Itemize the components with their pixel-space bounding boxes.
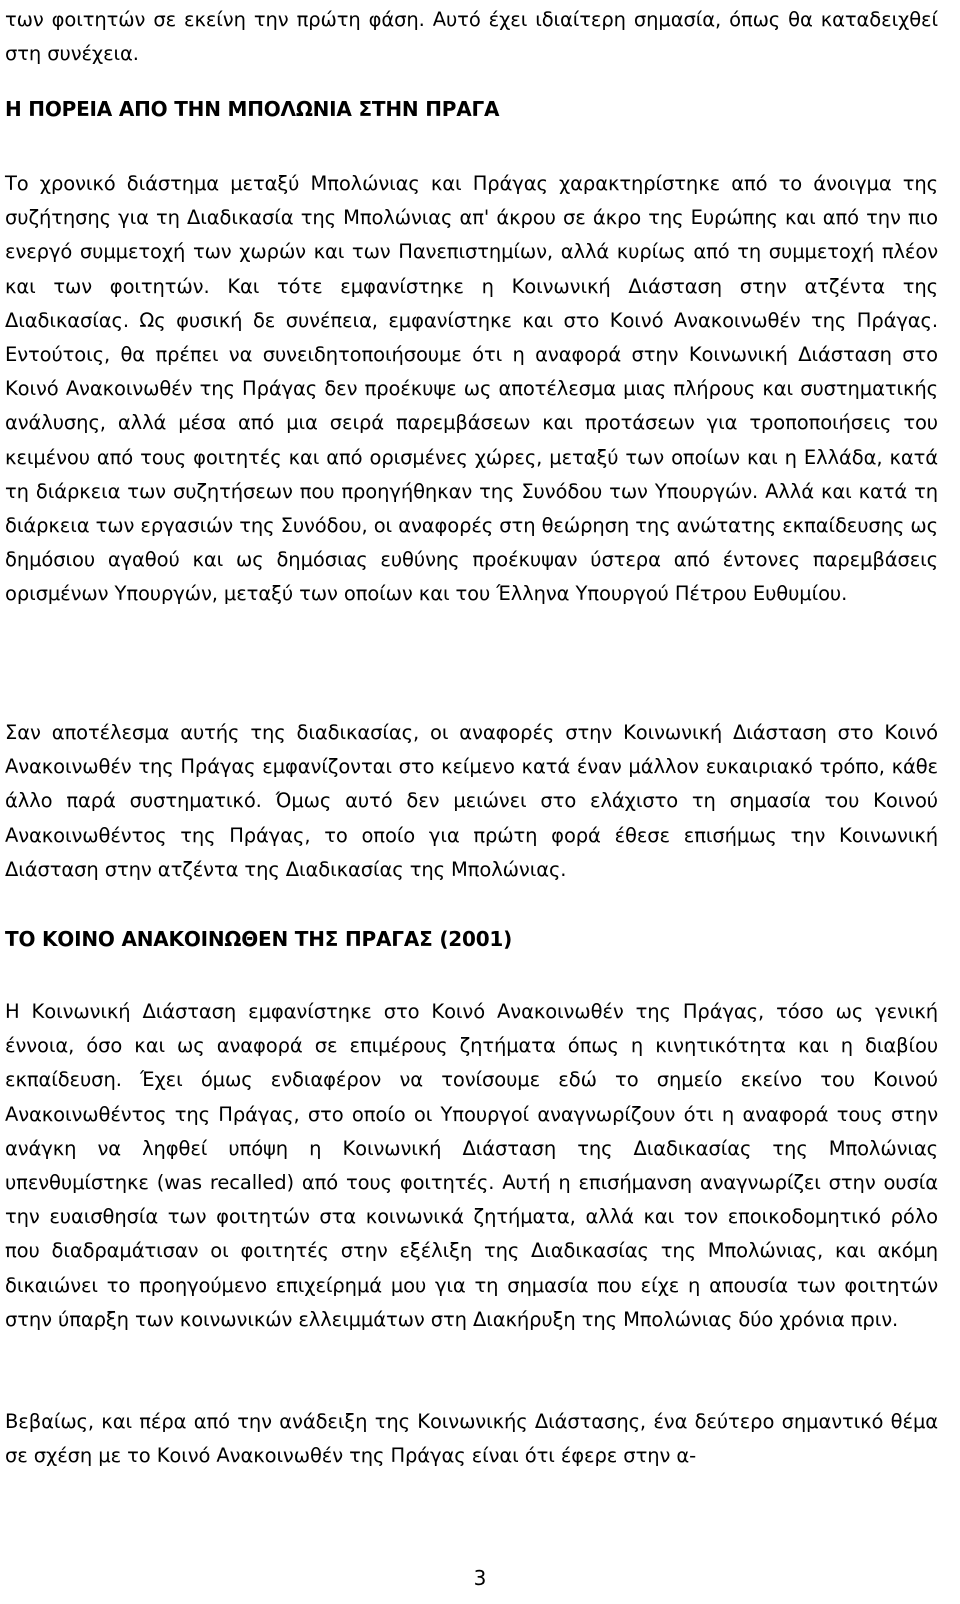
section-heading-prague-communique: ΤΟ ΚΟΙΝΟ ΑΝΑΚΟΙΝΩΘΕΝ ΤΗΣ ΠΡΑΓΑΣ (2001): [5, 927, 513, 951]
body-paragraph: Το χρονικό διάστημα μεταξύ Μπολώνιας και Πράγας χαρακτηρίστηκε από το άνοιγμα της συζήτησης για τη Διαδικασία της Μπολώνιας απ' άκρου σε άκρο της Ευρώπης και από την πιο ενεργό συμμετοχή των χωρών και των Πανεπιστημίων, αλλά κυρίως από τη συμμετοχή πλέον και των φοιτητών. Και τότε εμφανίστηκε η Κοινωνική Διάσταση στην ατζέντα της Διαδικασίας. Ως φυσική δε συνέπεια, εμφανίστηκε και στο Κοινό Ανακοινωθέν της Πράγας. Εντούτοις, θα πρέπει να συνειδητοποιήσουμε ότι η αναφορά στην Κοινωνική Διάσταση στο Κοινό Ανακοινωθέν της Πράγας δεν προέκυψε ως αποτέλεσμα μιας πλήρους και συστηματικής ανάλυσης, αλλά μέσα από μια σειρά παρεμβάσεων και προτάσεων για τροποποιήσεις του κειμένου από τους φοιτητές και από ορισμένες χώρες, μεταξύ των οποίων και η Ελλάδα, κατά τη διάρκεια των συζητήσεων που προηγήθηκαν της Συνόδου των Υπουργών. Αλλά και κατά τη διάρκεια των εργασιών της Συνόδου, οι αναφορές στη θεώρηση της ανώτατης εκπαίδευσης ως δημόσιου αγαθού και ως δημόσιας ευθύνης προέκυψαν ύστερα από έντονες παρεμβάσεις ορισμένων Υπουργών, μεταξύ των οποίων και του Έλληνα Υπουργού Πέτρου Ευθυμίου.: [5, 172, 938, 606]
body-paragraph: Σαν αποτέλεσμα αυτής της διαδικασίας, οι αναφορές στην Κοινωνική Διάσταση στο Κοινό Ανακοινωθέν της Πράγας εμφανίζονται στο κείμενο κατά έναν μάλλον ευκαιριακό τρόπο, κάθε άλλο παρά συστηματικό. Όμως αυτό δεν μειώνει στο ελάχιστο τη σημασία του Κοινού Ανακοινωθέντος της Πράγας, το οποίο για πρώτη φορά έθεσε επισήμως την Κοινωνική Διάσταση στην ατζέντα της Διαδικασίας της Μπολώνιας.: [5, 721, 938, 881]
page-number: 3: [473, 1566, 487, 1590]
section-heading-bologna-to-prague: Η ΠΟΡΕΙΑ ΑΠΟ ΤΗΝ ΜΠΟΛΩΝΙΑ ΣΤΗΝ ΠΡΑΓΑ: [5, 97, 500, 121]
body-paragraph: Βεβαίως, και πέρα από την ανάδειξη της Κοινωνικής Διάστασης, ένα δεύτερο σημαντικό θέμα σε σχέση με το Κοινό Ανακοινωθέν της Πράγας είναι ότι έφερε στην α-: [5, 1410, 938, 1468]
intro-paragraph: των φοιτητών σε εκείνη την πρώτη φάση. Αυτό έχει ιδιαίτερη σημασία, όπως θα καταδειχθεί στη συνέχεια.: [5, 8, 938, 66]
body-paragraph: Η Κοινωνική Διάσταση εμφανίστηκε στο Κοινό Ανακοινωθέν της Πράγας, τόσο ως γενική έννοια, όσο και ως αναφορά σε επιμέρους ζητήματα όπως η κινητικότητα και η διαβίου εκπαίδευση. Έχει όμως ενδιαφέρον να τονίσουμε εδώ το σημείο εκείνο του Κοινού Ανακοινωθέντος της Πράγας, στο οποίο οι Υπουργοί αναγνωρίζουν ότι η αναφορά τους στην ανάγκη να ληφθεί υπόψη η Κοινωνική Διάσταση της Διαδικασίας της Μπολώνιας υπενθυμίστηκε (was recalled) από τους φοιτητές. Αυτή η επισήμανση αναγνωρίζει στην ουσία την ευαισθησία των φοιτητών στα κοινωνικά ζητήματα, αλλά και τον εποικοδομητικό ρόλο που διαδραμάτισαν οι φοιτητές στην εξέλιξη της Διαδικασίας της Μπολώνιας, και ακόμη δικαιώνει το προηγούμενο επιχείρημά μου για τη σημασία που είχε η απουσία των φοιτητών στην ύπαρξη των κοινωνικών ελλειμμάτων στη Διακήρυξη της Μπολώνιας δύο χρόνια πριν.: [5, 1000, 938, 1331]
